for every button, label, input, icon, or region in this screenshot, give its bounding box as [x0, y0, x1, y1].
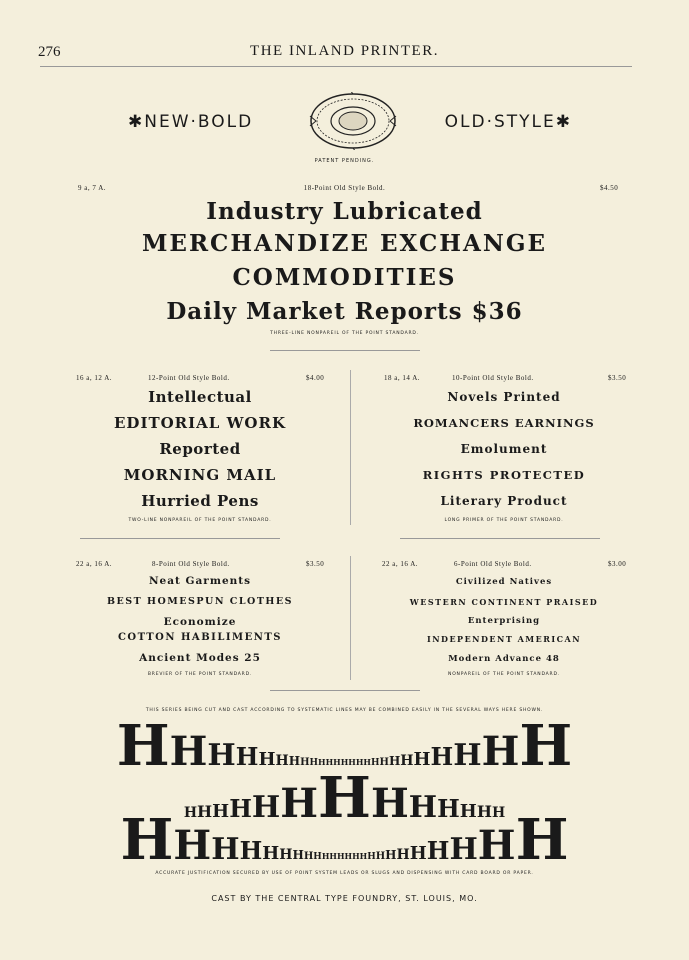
h-letter-glyph: H — [300, 757, 310, 768]
h-letter-glyph: H — [279, 847, 293, 863]
spec8-line-4: COTTON HABILIMENTS — [117, 632, 283, 643]
h-letter-glyph: H — [476, 802, 492, 821]
column-divider-top — [350, 370, 351, 525]
spec6-line-1: Civilized Natives — [455, 577, 553, 587]
running-title: THE INLAND PRINTER. — [250, 43, 439, 59]
header-rule — [40, 66, 632, 67]
h-letter-glyph: H — [207, 738, 236, 773]
h-letter-glyph: H — [515, 807, 569, 873]
h-letter-glyph: H — [235, 742, 259, 771]
spec10-line-3: Emolument — [460, 442, 548, 456]
spec12-price: $4.00 — [306, 374, 325, 382]
spec12-line-4: MORNING MAIL — [123, 466, 277, 484]
spec8-line-3: Economize — [163, 616, 237, 628]
h-letter-glyph: H — [239, 836, 263, 865]
h-letter-glyph: H — [400, 753, 414, 769]
h-letter-glyph: H — [340, 757, 349, 767]
h-letter-glyph: H — [313, 852, 322, 862]
spec18-quantity: 9 a, 7 A. — [78, 184, 107, 192]
h-letter-glyph: H — [288, 754, 301, 768]
banner-left: ✱NEW·BOLD — [128, 112, 254, 132]
h-letter-glyph: H — [211, 832, 240, 867]
h-letter-glyph: H — [413, 749, 431, 770]
h-letter-glyph: H — [409, 843, 427, 864]
spec10-line-4: RIGHTS PROTECTED — [422, 468, 586, 482]
h-letter-glyph: H — [280, 780, 319, 827]
spec6-note: NONPAREIL OF THE POINT STANDARD. — [448, 672, 560, 677]
h-letter-glyph: H — [459, 801, 477, 822]
h-letter-glyph: H — [116, 713, 170, 779]
series-note: THIS SERIES BEING CUT AND CAST ACCORDING TO SYSTEMATIC LINES MAY BE COMBINED EASILY IN THE SEVERAL WAYS HERE SHOWN. — [145, 708, 544, 713]
h-letter-glyph: H — [258, 749, 276, 770]
spec6-quantity: 22 a, 16 A. — [382, 560, 419, 568]
type-foundry-seal-icon — [308, 92, 398, 150]
h-letter-glyph: H — [309, 758, 319, 768]
patent-pending: PATENT PENDING. — [314, 158, 375, 164]
h-letter-glyph: H — [388, 754, 401, 768]
h-letter-glyph: H — [449, 832, 478, 867]
banner — [120, 92, 580, 152]
spec10-note: LONG PRIMER OF THE POINT STANDARD. — [444, 518, 564, 523]
h-letter-glyph: H — [385, 848, 397, 862]
h-letter-glyph: H — [491, 805, 506, 821]
h-letter-glyph: H — [370, 758, 380, 768]
foundry-footer: CAST BY THE CENTRAL TYPE FOUNDRY, ST. LOUIS, MO. — [211, 894, 478, 903]
h-letter-glyph: H — [477, 822, 516, 869]
spec8-line-5: Ancient Modes 25 — [139, 652, 261, 664]
spec10-price: $3.50 — [608, 374, 627, 382]
h-letter-glyph: H — [197, 802, 213, 821]
h-letter-glyph: H — [355, 757, 364, 767]
spec18-price: $4.50 — [600, 184, 619, 192]
h-letter-glyph: H — [303, 851, 314, 862]
h-letter-glyph: H — [430, 742, 454, 771]
spec12-note: TWO-LINE NONPAREIL OF THE POINT STANDARD. — [128, 518, 272, 523]
h-letter-glyph: H — [336, 851, 345, 861]
left-rule — [80, 538, 280, 539]
h-letter-glyph: H — [325, 757, 334, 767]
spec8-quantity: 22 a, 16 A. — [76, 560, 113, 568]
spec12-quantity: 16 a, 12 A. — [76, 374, 113, 382]
h-letter-glyph: H — [426, 836, 450, 865]
h-letter-glyph: H — [408, 790, 438, 825]
spec10-quantity: 18 a, 14 A. — [384, 374, 421, 382]
h-letter-glyph: H — [173, 822, 212, 869]
h-letter-glyph: H — [212, 801, 230, 822]
h-letter-glyph: H — [318, 757, 326, 767]
spec12-line-3: Reported — [159, 440, 241, 458]
h-letter-glyph: H — [363, 757, 371, 767]
spec6-line-4: INDEPENDENT AMERICAN — [426, 634, 582, 644]
h-letter-glyph: H — [370, 780, 409, 827]
spec18-line-4: Daily Market Reports $36 — [166, 298, 523, 325]
h-letter-glyph: H — [329, 851, 337, 861]
spec8-note: BREVIER OF THE POINT STANDARD. — [147, 672, 253, 677]
right-rule — [400, 538, 600, 539]
h-letter-glyph: H — [229, 794, 252, 823]
h-letter-glyph: H — [120, 807, 174, 873]
spec6-line-3: Enterprising — [467, 616, 541, 626]
h-letter-glyph: H — [292, 848, 304, 862]
h-letter-glyph: H — [275, 753, 289, 769]
h-letter-glyph: H — [318, 765, 371, 831]
spec10-label: 10-Point Old Style Bold. — [452, 374, 534, 382]
spec12-line-5: Hurried Pens — [141, 492, 259, 510]
h-letter-glyph: H — [481, 728, 520, 775]
h-letter-glyph: H — [169, 728, 208, 775]
h-letter-glyph: H — [375, 851, 386, 862]
page-number: 276 — [38, 44, 61, 60]
h-letter-glyph: H — [379, 757, 389, 768]
spec10-line-1: Novels Printed — [447, 390, 561, 404]
h-letter-glyph: H — [333, 757, 341, 767]
banner-right: OLD·STYLE✱ — [444, 112, 572, 132]
h-letter-glyph: H — [519, 713, 573, 779]
h-letter-glyph: H — [396, 847, 410, 863]
spec18-line-2: MERCHANDIZE EXCHANGE — [141, 230, 548, 257]
spec6-price: $3.00 — [608, 560, 627, 568]
column-divider-bottom — [350, 556, 351, 680]
spec10-line-2: ROMANCERS EARNINGS — [413, 416, 595, 430]
h-letter-glyph: H — [348, 757, 356, 767]
section-rule — [270, 350, 420, 351]
h-letter-glyph: H — [251, 790, 281, 825]
justification-note: ACCURATE JUSTIFICATION SECURED BY USE OF POINT SYSTEM LEADS OR SLUGS AND DISPENSING WITH CARD BOARD OR PAPER. — [155, 871, 534, 876]
spec8-label: 8-Point Old Style Bold. — [152, 560, 230, 568]
spec8-line-2: BEST HOMESPUN CLOTHES — [107, 596, 293, 607]
spec6-label: 6-Point Old Style Bold. — [454, 560, 532, 568]
h-letter-glyph: H — [183, 805, 198, 821]
h-letter-glyph: H — [453, 738, 482, 773]
spec12-line-1: Intellectual — [148, 388, 252, 406]
spec10-line-5: Literary Product — [440, 494, 568, 508]
spec8-line-1: Neat Garments — [148, 575, 252, 587]
spec12-line-2: EDITORIAL WORK — [114, 414, 286, 432]
spec6-line-5: Modern Advance 48 — [448, 654, 560, 664]
h-letter-glyph: H — [352, 851, 360, 861]
h-letter-glyph: H — [367, 852, 376, 862]
h-letter-glyph: H — [344, 851, 353, 861]
spec18-label: 18-Point Old Style Bold. — [303, 184, 386, 192]
spec18-line-1: Industry Lubricated — [206, 198, 483, 225]
spec12-label: 12-Point Old Style Bold. — [148, 374, 230, 382]
h-letter-glyph: H — [321, 851, 330, 861]
h-letter-glyph: H — [262, 843, 280, 864]
h-letter-glyph: H — [437, 794, 460, 823]
series-rule — [270, 690, 420, 691]
spec8-price: $3.50 — [306, 560, 325, 568]
spec18-line-3: COMMODITIES — [232, 264, 457, 291]
spec6-line-2: WESTERN CONTINENT PRAISED — [409, 597, 599, 607]
spec18-note: THREE-LINE NONPAREIL OF THE POINT STANDARD. — [270, 331, 419, 336]
h-letter-glyph: H — [359, 851, 368, 861]
